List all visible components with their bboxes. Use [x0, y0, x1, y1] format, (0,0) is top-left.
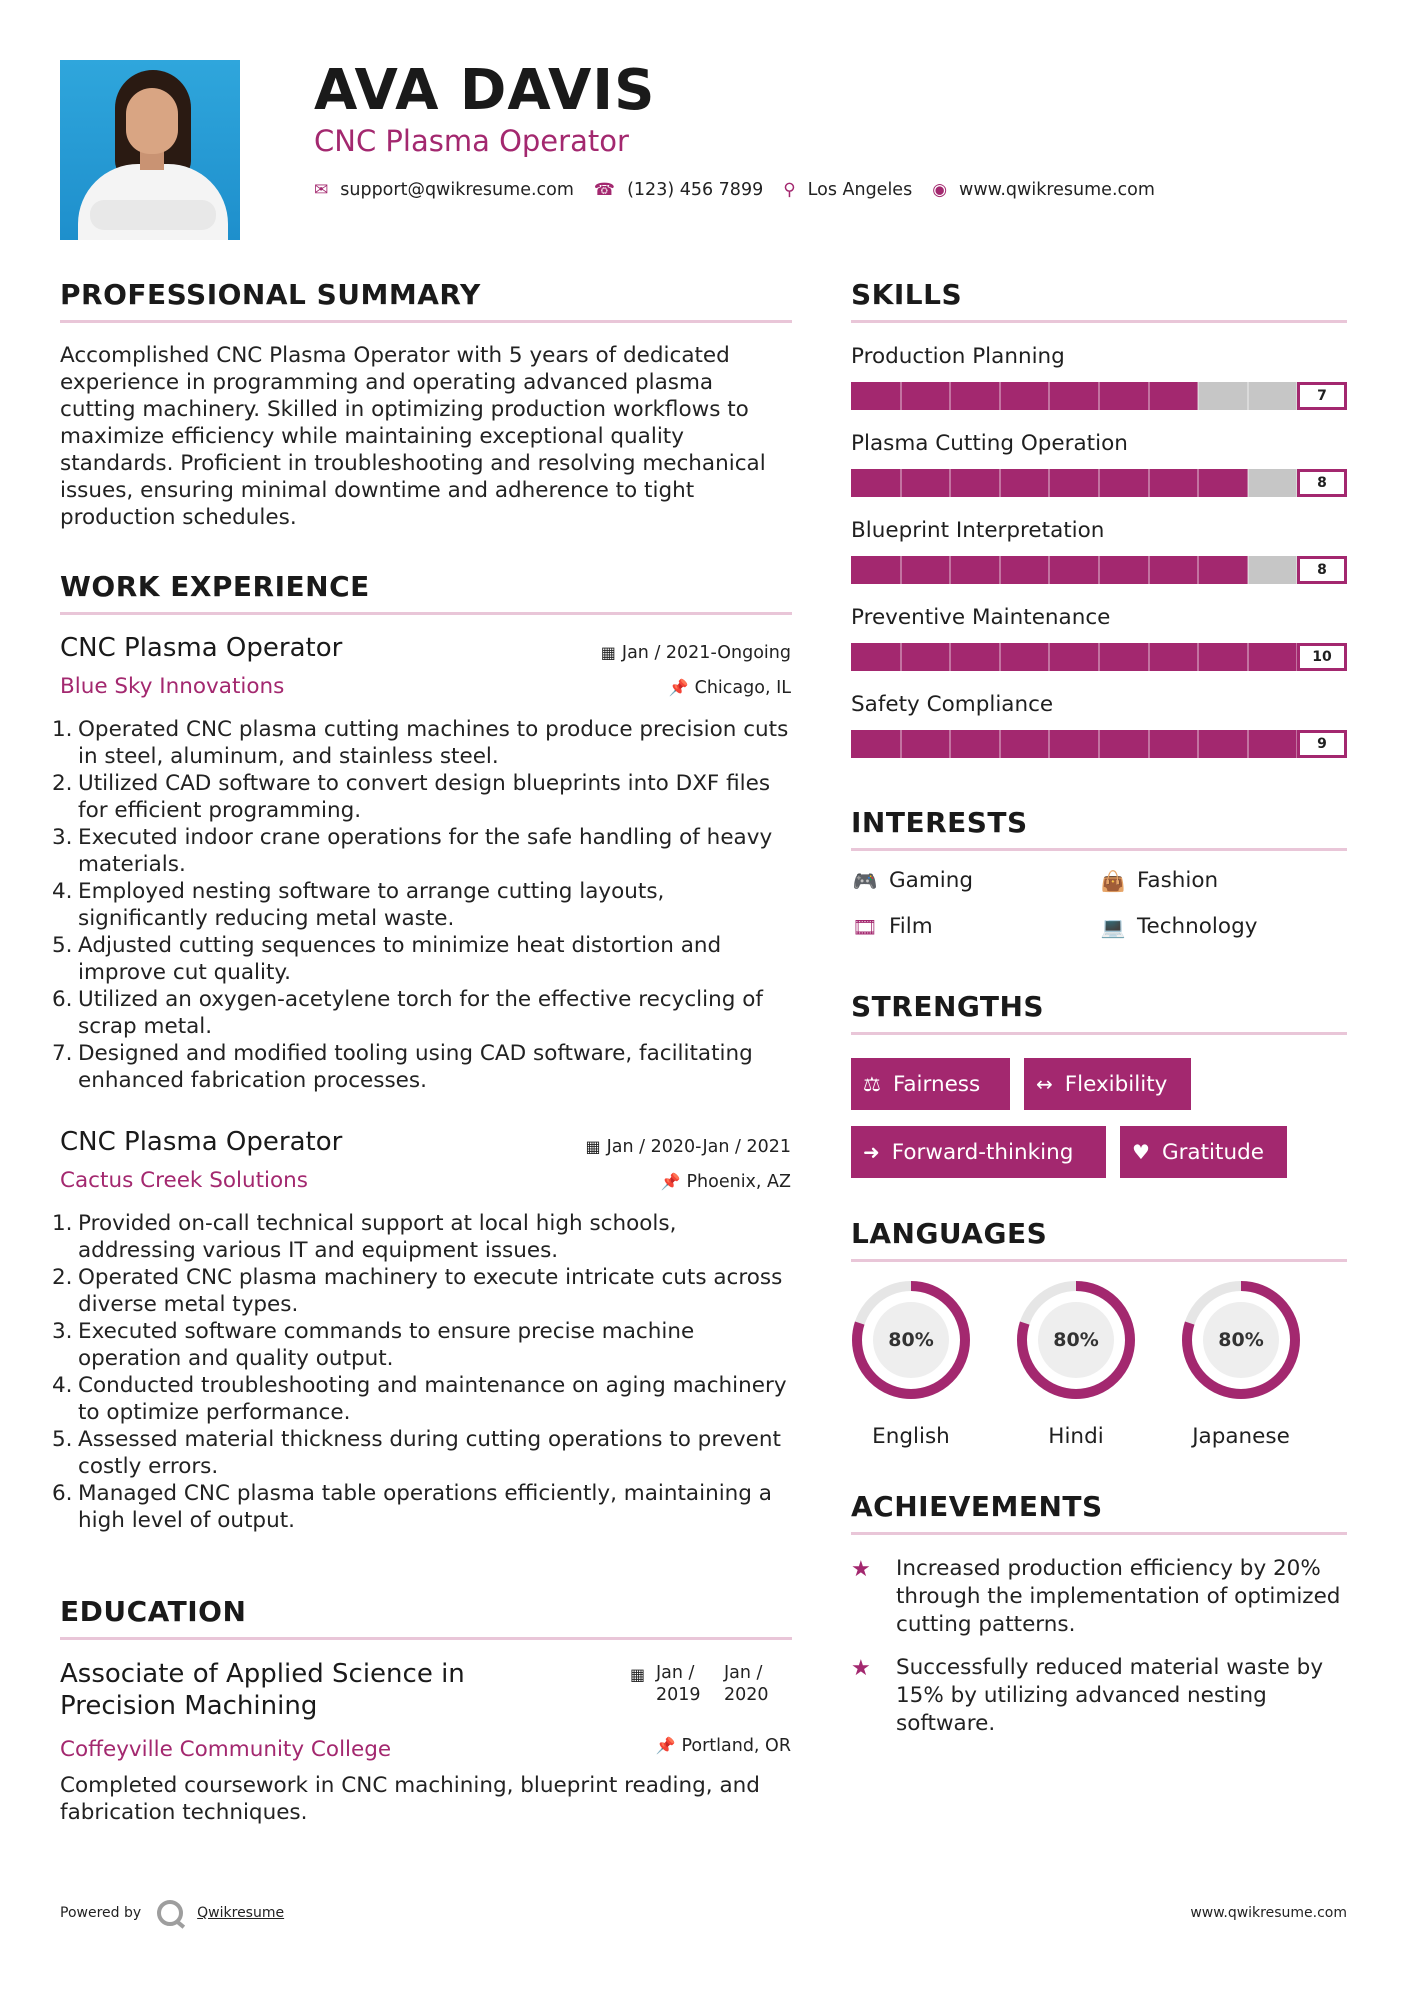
skill-bar-segment [1197, 556, 1199, 584]
skill-bar-segment [1247, 469, 1249, 497]
strength-tag: ♥ Gratitude [1120, 1126, 1287, 1178]
skill-level: 8 [1297, 469, 1347, 497]
skill-bar-segment [999, 643, 1001, 671]
star-icon: ★ [851, 1557, 871, 1582]
film-icon: 🎞 [852, 914, 878, 939]
language-percent: 80% [1053, 1329, 1099, 1351]
list-item: 6. Managed CNC plasma table operations efficiently, maintaining a high level of output. [52, 1481, 772, 1533]
pin-icon: 📌 [655, 1736, 676, 1755]
language-item [1014, 1278, 1138, 1449]
calendar-icon: ▦ [630, 1665, 646, 1684]
skill-bar-segment [1148, 556, 1150, 584]
footer-brand-link[interactable]: Qwikresume [197, 1905, 285, 1921]
skill-bar [851, 469, 1347, 497]
skill-bar-segment [1197, 469, 1199, 497]
language-name: Japanese [1192, 1424, 1290, 1449]
skills-divider [851, 320, 1347, 323]
skill-bar-segment [949, 643, 951, 671]
list-item: 2. Utilized CAD software to convert design blueprints into DXF files for efficient programming. [52, 771, 771, 823]
list-item: 1. Provided on-call technical support at local high schools, addressing various IT and equipment issues. [52, 1211, 677, 1263]
skill-label: Preventive Maintenance [851, 605, 1111, 630]
achievement-item [851, 1654, 1351, 1738]
skill-bar-segment [1048, 730, 1050, 758]
strength-tag: ↔ Flexibility [1024, 1058, 1191, 1110]
footer-powered-by: Powered by Qwikresume [60, 1900, 284, 1926]
job-title: CNC Plasma Operator [60, 1127, 343, 1157]
job-duties [52, 1210, 792, 1534]
globe-icon: ◉ [932, 180, 948, 200]
skill-label: Production Planning [851, 344, 1065, 369]
skill-bar-segment [1247, 643, 1249, 671]
achievement-item [851, 1555, 1351, 1639]
language-item [849, 1278, 973, 1449]
heart-icon: ♥ [1132, 1140, 1150, 1164]
summary-divider [60, 320, 792, 323]
education-end-date: Jan / 2020 [724, 1663, 769, 1705]
skill-bar-segment [1197, 382, 1199, 410]
job-location: 📌 Phoenix, AZ [660, 1172, 791, 1192]
skill-bar-segment [949, 730, 951, 758]
skill-bar-segment [1048, 382, 1050, 410]
skill-level: 7 [1297, 382, 1347, 410]
school-name: Coffeyville Community College [60, 1737, 392, 1762]
skill-bar-segment [1098, 469, 1100, 497]
skill-bar-segment [1048, 469, 1050, 497]
candidate-role: CNC Plasma Operator [314, 124, 629, 158]
experience-heading: WORK EXPERIENCE [60, 570, 370, 603]
skill-bar-segment [1197, 730, 1199, 758]
achievement-text: Increased production efficiency by 20% through the implementation of optimized cutting patterns. [896, 1556, 1341, 1637]
skill-bar-segment [1048, 643, 1050, 671]
contact-website[interactable]: www.qwikresume.com [959, 180, 1155, 200]
skill-bar-segment [1098, 643, 1100, 671]
skill-bar-segment [1247, 382, 1249, 410]
calendar-icon: ▦ [600, 643, 616, 662]
interest-item: 👜 Fashion [1100, 868, 1219, 893]
skill-bar-segment [900, 556, 902, 584]
skill-bar-segment [949, 469, 951, 497]
skill-bar-segment [1048, 556, 1050, 584]
list-item: 6. Utilized an oxygen-acetylene torch for the effective recycling of scrap metal. [52, 987, 763, 1039]
gamepad-icon: 🎮 [852, 868, 878, 893]
qwikresume-logo-icon [157, 1900, 183, 1926]
skill-label: Safety Compliance [851, 692, 1054, 717]
summary-heading: PROFESSIONAL SUMMARY [60, 278, 481, 311]
strengths-divider [851, 1032, 1347, 1035]
job-date: ▦ Jan / 2020-Jan / 2021 [585, 1137, 791, 1157]
interest-item: 🎮 Gaming [852, 868, 974, 893]
summary-text: Accomplished CNC Plasma Operator with 5 years of dedicated experience in programming and operating advanced plasma cutting machinery. Skilled in optimizing production workflows to maximize efficiency while maintaining exceptional quality standards. Proficient in troubleshooting and resolving mechanical issues, ensuring minimal downtime and adherence to tight production schedules. [60, 343, 766, 530]
contact-bar [314, 180, 1175, 200]
skill-bar-segment [900, 643, 902, 671]
skill-bar-segment [1098, 382, 1100, 410]
candidate-name: AVA DAVIS [314, 58, 656, 123]
arrows-horizontal-icon: ↔ [1036, 1072, 1053, 1096]
list-item: 4. Employed nesting software to arrange cutting layouts, significantly reducing metal waste. [52, 879, 665, 931]
list-item: 3. Executed software commands to ensure precise machine operation and quality output. [52, 1319, 695, 1371]
language-item [1179, 1278, 1303, 1449]
skill-bar-segment [1148, 382, 1150, 410]
skill-bar-segment [1247, 556, 1249, 584]
star-icon: ★ [851, 1656, 871, 1681]
interest-item: 💻 Technology [1100, 914, 1258, 939]
languages-divider [851, 1259, 1347, 1262]
skill-bar-segment [900, 730, 902, 758]
skill-bar-segment [949, 382, 951, 410]
strength-tag: ➜ Forward-thinking [851, 1126, 1106, 1178]
interests-heading: INTERESTS [851, 806, 1028, 839]
pin-icon: 📌 [660, 1172, 681, 1191]
achievement-text: Successfully reduced material waste by 15% by utilizing advanced nesting software. [896, 1655, 1324, 1736]
language-name: Hindi [1048, 1424, 1104, 1449]
balance-scale-icon: ⚖ [863, 1072, 881, 1096]
contact-email[interactable]: support@qwikresume.com [340, 180, 574, 200]
skill-bar [851, 643, 1347, 671]
education-start-date: Jan / 2019 [656, 1663, 701, 1705]
list-item: 1. Operated CNC plasma cutting machines to produce precision cuts in steel, aluminum, and stainless steel. [52, 717, 789, 769]
skill-level: 8 [1297, 556, 1347, 584]
skill-bar-segment [949, 556, 951, 584]
contact-phone[interactable]: (123) 456 7899 [627, 180, 764, 200]
strength-tag: ⚖ Fairness [851, 1058, 1010, 1110]
languages-heading: LANGUAGES [851, 1217, 1048, 1250]
skill-bar [851, 556, 1347, 584]
education-location: 📌 Portland, OR [655, 1736, 791, 1756]
skill-bar-segment [900, 382, 902, 410]
list-item: 5. Assessed material thickness during cutting operations to prevent costly errors. [52, 1427, 781, 1479]
list-item: 4. Conducted troubleshooting and maintenance on aging machinery to optimize performance. [52, 1373, 787, 1425]
skill-bar-segment [1148, 469, 1150, 497]
arrow-right-icon: ➜ [863, 1140, 880, 1164]
laptop-icon: 💻 [1100, 914, 1126, 939]
job-date: ▦ Jan / 2021-Ongoing [600, 643, 791, 663]
job-duties [52, 716, 792, 1094]
interests-divider [851, 848, 1347, 851]
pin-icon: 📌 [668, 678, 689, 697]
skill-level: 10 [1297, 643, 1347, 671]
education-heading: EDUCATION [60, 1595, 247, 1628]
skill-bar-fill [851, 382, 1198, 410]
education-divider [60, 1637, 792, 1640]
skill-bar [851, 382, 1347, 410]
list-item: 3. Executed indoor crane operations for the safe handling of heavy materials. [52, 825, 773, 877]
skill-bar-segment [999, 469, 1001, 497]
interest-item: 🎞 Film [852, 914, 933, 939]
list-item: 2. Operated CNC plasma machinery to execute intricate cuts across diverse metal types. [52, 1265, 783, 1317]
skill-label: Blueprint Interpretation [851, 518, 1105, 543]
location-pin-icon: ⚲ [783, 180, 796, 200]
skill-level: 9 [1297, 730, 1347, 758]
degree-title: Associate of Applied Science in Precision Machining [60, 1659, 465, 1721]
footer-url[interactable]: www.qwikresume.com [1190, 1905, 1347, 1921]
language-percent: 80% [888, 1329, 934, 1351]
job-title: CNC Plasma Operator [60, 633, 343, 663]
job-location: 📌 Chicago, IL [668, 678, 791, 698]
skill-label: Plasma Cutting Operation [851, 431, 1128, 456]
skill-bar-fill [851, 730, 1297, 758]
skill-bar-segment [999, 556, 1001, 584]
skill-bar-segment [999, 382, 1001, 410]
shopping-bag-icon: 👜 [1100, 868, 1126, 893]
skill-bar-segment [1148, 643, 1150, 671]
job-company: Cactus Creek Solutions [60, 1168, 309, 1193]
skill-bar-segment [999, 730, 1001, 758]
skills-heading: SKILLS [851, 278, 963, 311]
education-text: Completed coursework in CNC machining, blueprint reading, and fabrication techniques. [60, 1773, 760, 1825]
job-company: Blue Sky Innovations [60, 674, 285, 699]
language-percent: 80% [1218, 1329, 1264, 1351]
phone-icon: ☎ [593, 180, 616, 200]
language-name: English [872, 1424, 950, 1449]
envelope-icon: ✉ [314, 180, 329, 200]
skill-bar [851, 730, 1347, 758]
achievements-heading: ACHIEVEMENTS [851, 1490, 1103, 1523]
profile-photo [60, 60, 240, 240]
skill-bar-segment [1098, 556, 1100, 584]
achievements-divider [851, 1532, 1347, 1535]
skill-bar-segment [1098, 730, 1100, 758]
strengths-heading: STRENGTHS [851, 990, 1045, 1023]
experience-divider [60, 612, 792, 615]
skill-bar-segment [1148, 730, 1150, 758]
skill-bar-segment [900, 469, 902, 497]
skill-bar-segment [1197, 643, 1199, 671]
contact-location: Los Angeles [807, 180, 913, 200]
skill-bar-segment [1247, 730, 1249, 758]
list-item: 7. Designed and modified tooling using CAD software, facilitating enhanced fabrication processes. [52, 1041, 753, 1093]
list-item: 5. Adjusted cutting sequences to minimize heat distortion and improve cut quality. [52, 933, 722, 985]
calendar-icon: ▦ [585, 1137, 601, 1156]
